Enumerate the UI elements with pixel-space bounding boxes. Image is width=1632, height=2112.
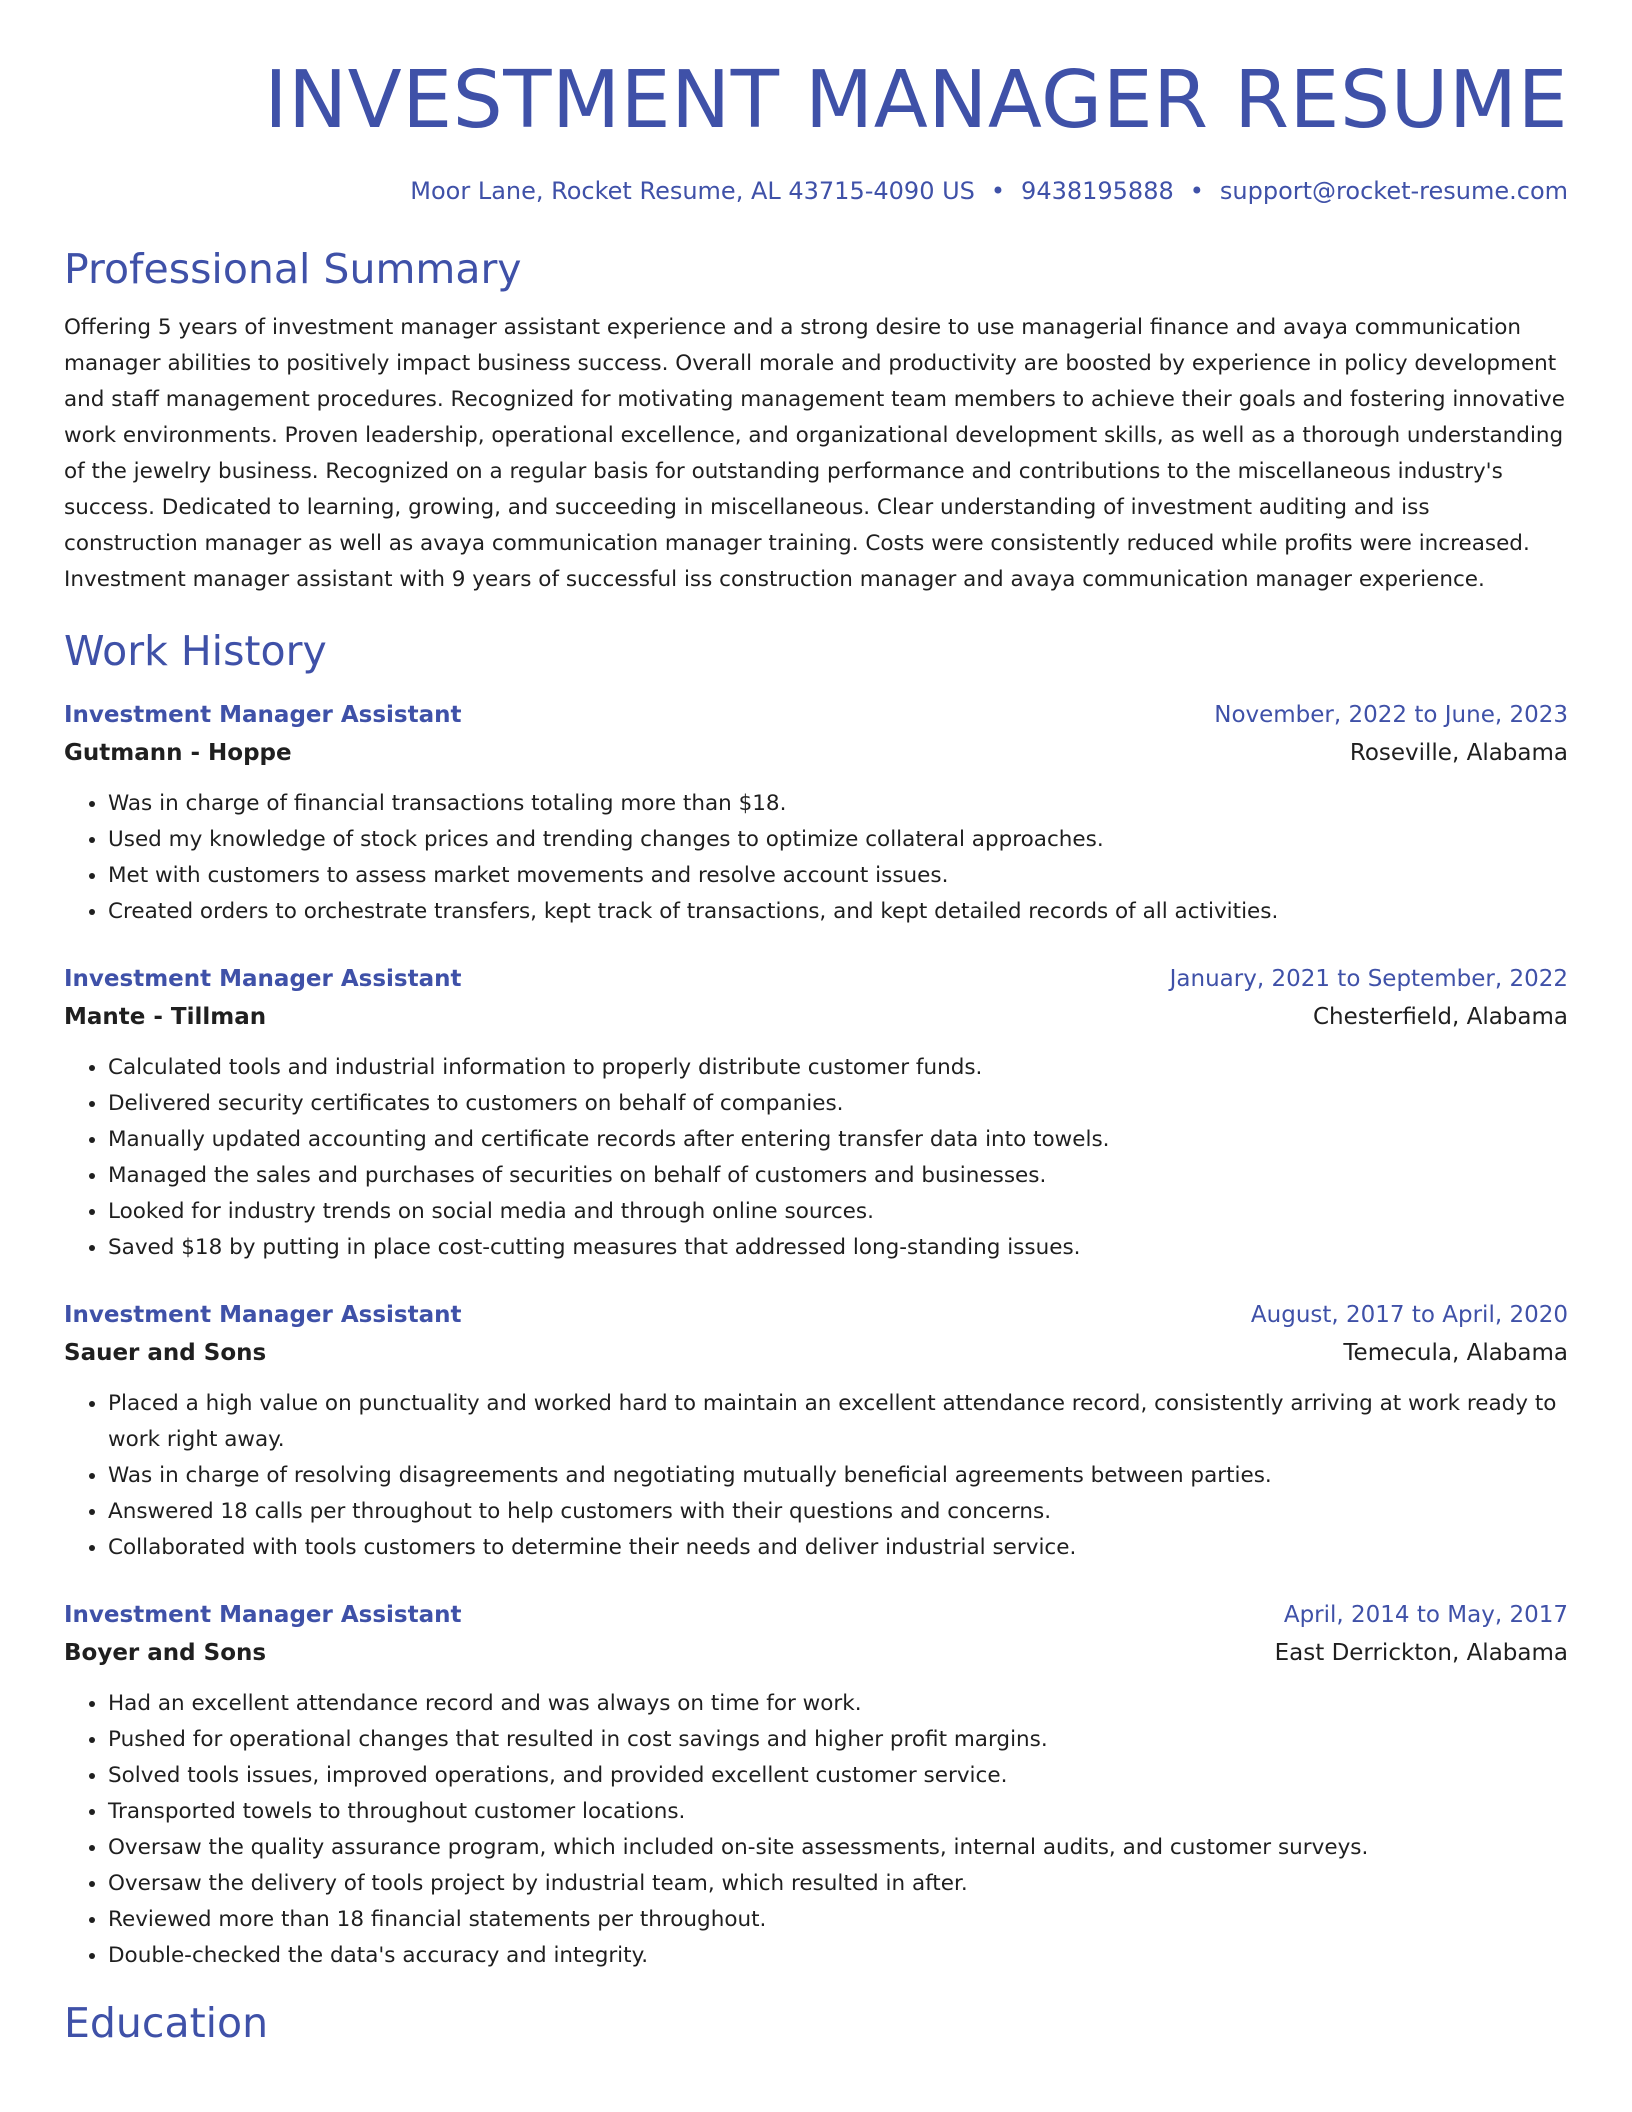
- contact-separator: •: [1189, 177, 1204, 205]
- job-bullet: • Transported towels to throughout customer locations.: [108, 1794, 1568, 1830]
- job-bullet: • Solved tools issues, improved operations, and provided excellent customer service.: [108, 1758, 1568, 1794]
- job-header-row: [64, 696, 1568, 734]
- job-bullet: • Used my knowledge of stock prices and trending changes to optimize collateral approaches.: [108, 822, 1568, 858]
- job-bullet: • Was in charge of resolving disagreements and negotiating mutually beneficial agreements between parties.: [108, 1458, 1568, 1494]
- job-bullet: • Pushed for operational changes that resulted in cost savings and higher profit margins.: [108, 1722, 1568, 1758]
- contact-email: support@rocket-resume.com: [1219, 177, 1568, 205]
- job-bullets: [64, 1050, 1568, 1266]
- job-bullet: • Double-checked the data's accuracy and integrity.: [108, 1938, 1568, 1974]
- job-company: Sauer and Sons: [64, 1340, 267, 1366]
- job-bullet: • Manually updated accounting and certificate records after entering transfer data into towels.: [108, 1122, 1568, 1158]
- contact-phone: 9438195888: [1021, 177, 1174, 205]
- job-entry: [64, 1296, 1568, 1566]
- job-bullet: • Reviewed more than 18 financial statements per throughout.: [108, 1902, 1568, 1938]
- job-title: Investment Manager Assistant: [64, 1302, 462, 1328]
- job-company-row: [64, 1334, 1568, 1372]
- job-bullets: [64, 1386, 1568, 1566]
- job-bullet: • Oversaw the quality assurance program, which included on-site assessments, internal audits, and customer surveys.: [108, 1830, 1568, 1866]
- contact-line: [64, 176, 1568, 206]
- job-dates: November, 2022 to June, 2023: [1214, 702, 1568, 728]
- job-title: Investment Manager Assistant: [64, 702, 462, 728]
- job-company-row: [64, 998, 1568, 1036]
- job-title: Investment Manager Assistant: [64, 1602, 462, 1628]
- summary-text: Offering 5 years of investment manager assistant experience and a strong desire to use managerial finance and avaya communication manager abilities to positively impact business success. Overall morale and productivity are boosted by experience in policy development and staff management procedures. Recognized for motivating management team members to achieve their goals and fostering innovative work environments. Proven leadership, operational excellence, and organizational development skills, as well as a thorough understanding of the jewelry business. Recognized on a regular basis for outstanding performance and contributions to the miscellaneous industry's success. Dedicated to learning, growing, and succeeding in miscellaneous. Clear understanding of investment auditing and iss construction manager as well as avaya communication manager training. Costs were consistently reduced while profits were increased. Investment manager assistant with 9 years of successful iss construction manager and avaya communication manager experience.: [64, 315, 1565, 592]
- job-title: Investment Manager Assistant: [64, 966, 462, 992]
- job-company: Mante - Tillman: [64, 1004, 267, 1030]
- job-entry: [64, 1596, 1568, 1974]
- job-location: Roseville, Alabama: [1349, 740, 1568, 766]
- job-bullet: • Looked for industry trends on social media and through online sources.: [108, 1194, 1568, 1230]
- job-entry: [64, 960, 1568, 1266]
- job-dates: April, 2014 to May, 2017: [1283, 1602, 1568, 1628]
- job-company-row: [64, 1634, 1568, 1672]
- job-header-row: [64, 1596, 1568, 1634]
- job-company-row: [64, 734, 1568, 772]
- job-bullet: • Created orders to orchestrate transfers, kept track of transactions, and kept detailed records of all activities.: [108, 894, 1568, 930]
- job-location: East Derrickton, Alabama: [1274, 1640, 1568, 1666]
- job-header-row: [64, 960, 1568, 998]
- job-location: Chesterfield, Alabama: [1312, 1004, 1568, 1030]
- job-entry: [64, 696, 1568, 930]
- job-header-row: [64, 1296, 1568, 1334]
- job-bullet: • Saved $18 by putting in place cost-cutting measures that addressed long-standing issues.: [108, 1230, 1568, 1266]
- job-bullets: [64, 786, 1568, 930]
- contact-address: Moor Lane, Rocket Resume, AL 43715-4090 US: [410, 177, 975, 205]
- job-dates: January, 2021 to September, 2022: [1169, 966, 1568, 992]
- job-bullet: • Answered 18 calls per throughout to help customers with their questions and concerns.: [108, 1494, 1568, 1530]
- resume-title: INVESTMENT MANAGER RESUME: [264, 54, 1568, 146]
- job-company: Gutmann - Hoppe: [64, 740, 292, 766]
- job-bullet: • Delivered security certificates to customers on behalf of companies.: [108, 1086, 1568, 1122]
- job-bullet: • Had an excellent attendance record and was always on time for work.: [108, 1686, 1568, 1722]
- job-bullet: • Met with customers to assess market movements and resolve account issues.: [108, 858, 1568, 894]
- section-title-work-history: Work History: [64, 627, 327, 675]
- job-bullet: • Calculated tools and industrial information to properly distribute customer funds.: [108, 1050, 1568, 1086]
- job-bullets: [64, 1686, 1568, 1974]
- contact-separator: •: [990, 177, 1006, 205]
- job-company: Boyer and Sons: [64, 1640, 267, 1666]
- job-bullet: • Placed a high value on punctuality and worked hard to maintain an excellent attendance record, consistently arriving at work ready to work right away.: [108, 1386, 1568, 1458]
- job-bullet: • Oversaw the delivery of tools project by industrial team, which resulted in after.: [108, 1866, 1568, 1902]
- job-bullet: • Was in charge of financial transactions totaling more than $18.: [108, 786, 1568, 822]
- section-title-summary: Professional Summary: [64, 245, 522, 293]
- job-location: Temecula, Alabama: [1343, 1340, 1568, 1366]
- job-dates: August, 2017 to April, 2020: [1250, 1302, 1568, 1328]
- job-bullet: • Managed the sales and purchases of securities on behalf of customers and businesses.: [108, 1158, 1568, 1194]
- job-bullet: • Collaborated with tools customers to determine their needs and deliver industrial service.: [108, 1530, 1568, 1566]
- section-title-education: Education: [64, 1999, 269, 2047]
- resume-header: [64, 48, 1568, 206]
